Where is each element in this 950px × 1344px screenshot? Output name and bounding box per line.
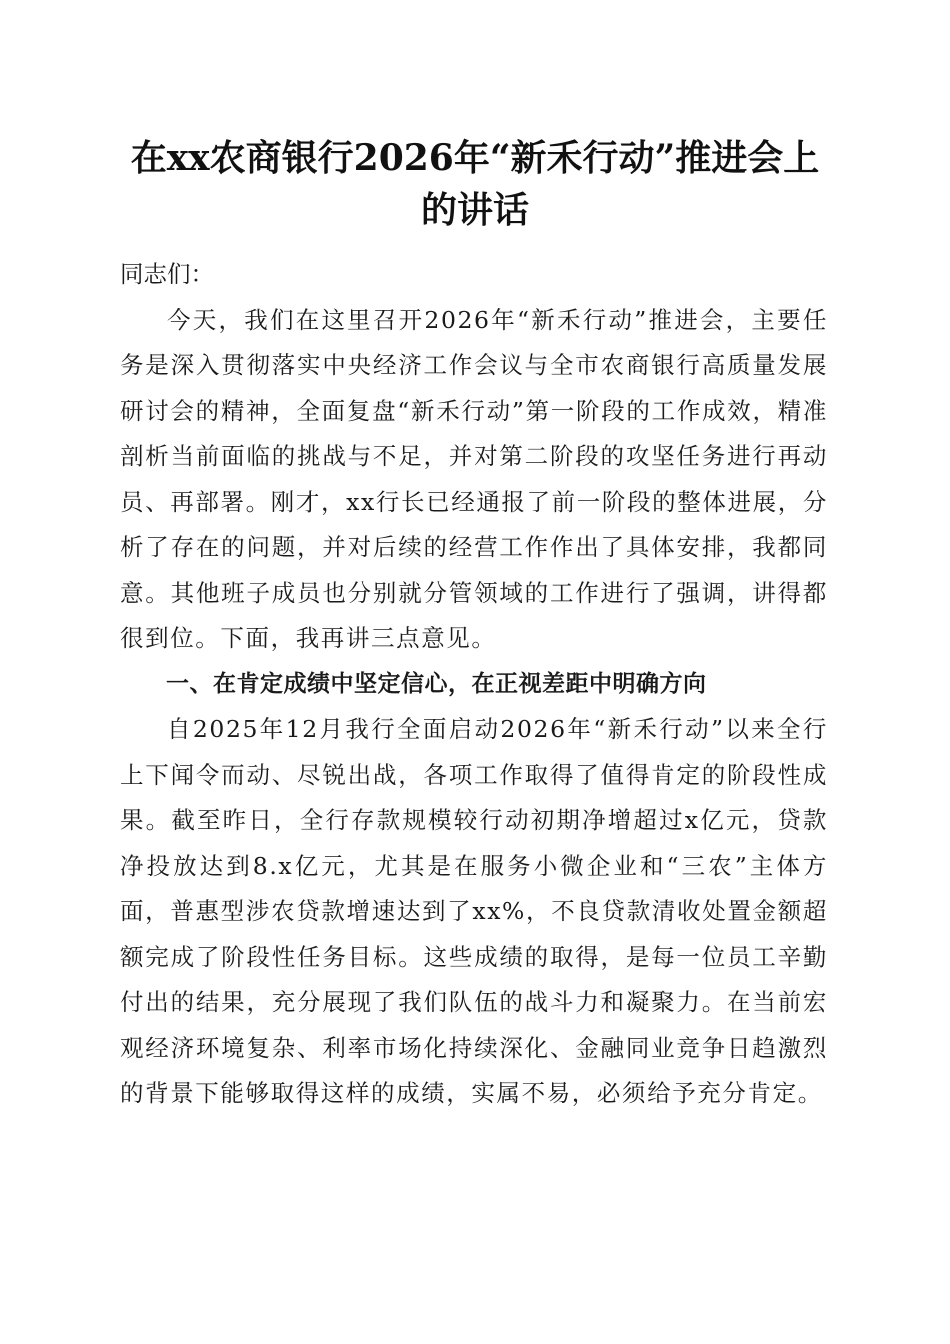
title-line-2: 的讲话 [420, 189, 529, 231]
title-line-1: 在xx农商银行2026年“新禾行动”推进会上 [130, 137, 820, 179]
greeting: 同志们： [120, 260, 214, 288]
document-body [120, 252, 828, 1117]
section-heading-1: 一、在肯定成绩中坚定信心，在正视差距中明确方向 [166, 670, 707, 697]
paragraph-intro: 今天，我们在这里召开2026年“新禾行动”推进会，主要任务是深入贯彻落实中央经济工作会议与全市农商银行高质量发展研讨会的精神，全面复盘“新禾行动”第一阶段的工作成效，精准剖析当前面临的挑战与不足，并对第二阶段的攻坚任务进行再动员、再部署。刚才，xx行长已经通报了前一阶段的整体进展，分析了存在的问题，并对后续的经营工作作出了具体安排，我都同意。其他班子成员也分别就分管领域的工作进行了强调，讲得都很到位。下面，我再讲三点意见。 [120, 305, 828, 652]
paragraph-achievements: 自2025年12月我行全面启动2026年“新禾行动”以来全行上下闻令而动、尽锐出战，各项工作取得了值得肯定的阶段性成果。截至昨日，全行存款规模较行动初期净增超过x亿元，贷款净投放达到8.x亿元，尤其是在服务小微企业和“三农”主体方面，普惠型涉农贷款增速达到了xx%，不良贷款清收处置金额超额完成了阶段性任务目标。这些成绩的取得，是每一位员工辛勤付出的结果，充分展现了我们队伍的战斗力和凝聚力。在当前宏观经济环境复杂、利率市场化持续深化、金融同业竞争日趋激烈的背景下能够取得这样的成绩，实属不易，必须给予充分肯定。 [120, 715, 828, 1107]
document-title [100, 132, 850, 236]
